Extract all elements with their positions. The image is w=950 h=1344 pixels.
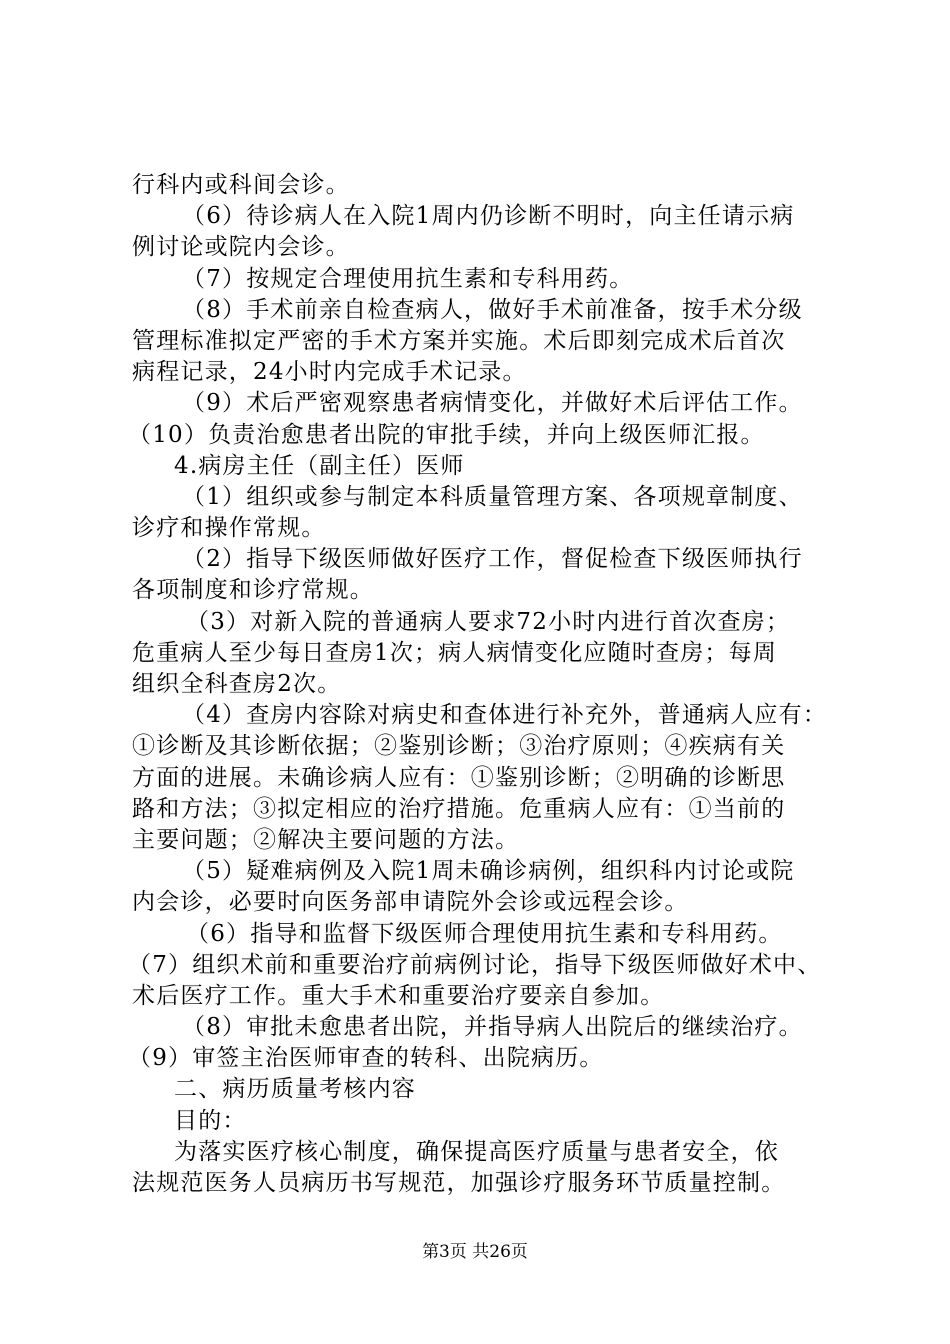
text-line: 管理标准拟定严密的手术方案并实施。术后即刻完成术后首次: [132, 327, 786, 354]
text-line: （9）术后严密观察患者病情变化，并做好术后评估工作。: [182, 390, 803, 417]
text-line: 法规范医务人员病历书写规范，加强诊疗服务环节质量控制。: [132, 1170, 786, 1196]
text-line: （1）组织或参与制定本科质量管理方案、各项规章制度、: [182, 483, 803, 510]
text-line: （3）对新入院的普通病人要求72小时内进行首次查房；: [186, 608, 791, 635]
text-line: 术后医疗工作。重大手术和重要治疗要亲自参加。: [132, 982, 665, 1009]
text-line: ①诊断及其诊断依据；②鉴别诊断；③治疗原则；④疾病有关: [132, 733, 786, 760]
document-body: [128, 170, 832, 1199]
text-line: （7）组织术前和重要治疗前病例讨论，指导下级医师做好术中、: [128, 951, 822, 978]
text-line: （10）负责治愈患者出院的审批手续，并向上级医师汇报。: [128, 421, 765, 448]
text-line: （5）疑难病例及入院1周未确诊病例，组织科内讨论或院: [182, 858, 795, 885]
text-line: 路和方法；③拟定相应的治疗措施。危重病人应有：①当前的: [132, 795, 786, 822]
text-line: 方面的进展。未确诊病人应有：①鉴别诊断；②明确的诊断思: [132, 764, 786, 791]
text-line: 危重病人至少每日查房1次；病人病情变化应随时查房；每周: [132, 639, 778, 666]
text-line: （4）查房内容除对病史和查体进行补充外，普通病人应有：: [182, 702, 828, 729]
text-line: 组织全科查房2次。: [132, 671, 342, 697]
text-line: 行科内或科间会诊。: [132, 172, 350, 198]
text-line: 主要问题；②解决主要问题的方法。: [132, 826, 520, 853]
text-line: 病程记录，24小时内完成手术记录。: [132, 359, 527, 386]
text-line: （7）按规定合理使用抗生素和专科用药。: [182, 265, 634, 292]
text-line: 各项制度和诊疗常规。: [132, 577, 374, 604]
text-line: 例讨论或院内会诊。: [132, 234, 350, 261]
page-number-footer: 第3页 共26页: [422, 1242, 528, 1262]
text-line: （8）手术前亲自检查病人，做好手术前准备，按手术分级: [182, 296, 803, 323]
text-line: （2）指导下级医师做好医疗工作，督促检查下级医师执行: [182, 546, 803, 573]
text-line: 内会诊，必要时向医务部申请院外会诊或远程会诊。: [132, 889, 689, 916]
text-line: （9）审签主治医师审查的转科、出院病历。: [128, 1045, 604, 1072]
text-line: 目的：: [174, 1107, 247, 1134]
text-line: （6）待诊病人在入院1周内仍诊断不明时，向主任请示病: [182, 203, 795, 230]
section-heading: 4.病房主任（副主任）医师: [174, 452, 465, 479]
text-line: 为落实医疗核心制度，确保提高医疗质量与患者安全，依: [174, 1138, 779, 1165]
text-line: 诊疗和操作常规。: [132, 515, 326, 542]
text-line: （8）审批未愈患者出院，并指导病人出院后的继续治疗。: [182, 1014, 803, 1041]
text-line: （6）指导和监督下级医师合理使用抗生素和专科用药。: [186, 920, 783, 947]
section-heading: 二、病历质量考核内容: [174, 1076, 416, 1103]
